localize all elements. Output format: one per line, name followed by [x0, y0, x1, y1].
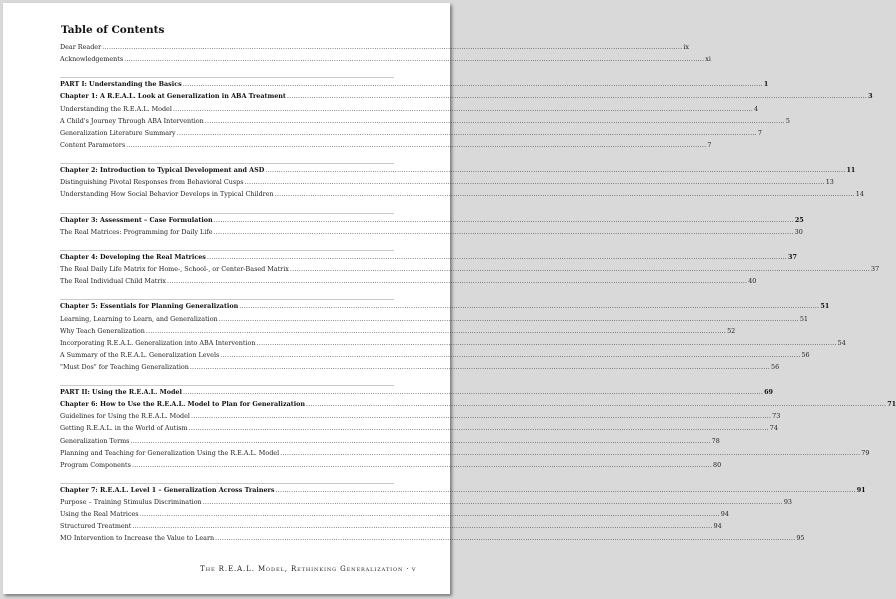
- toc-entry[interactable]: [60, 53, 711, 65]
- toc-entry[interactable]: [60, 313, 808, 325]
- toc-entry-page: xi: [705, 55, 711, 64]
- toc-entry-title: Learning, Learning to Learn, and Generalization: [60, 314, 218, 323]
- dot-leader: ....................................................................................................................................................................................................................................................................: [189, 362, 770, 371]
- toc-heading-entry[interactable]: [60, 398, 896, 410]
- toc-entry-title: MO Intervention to Increase the Value to Learn: [60, 534, 215, 543]
- dot-leader: ....................................................................................................................................................................................................................................................................: [132, 522, 713, 531]
- toc-entry-title: PART I: Understanding the Basics: [60, 80, 182, 89]
- toc-entry-page: 30: [794, 227, 803, 236]
- dot-leader: ....................................................................................................................................................................................................................................................................: [215, 534, 796, 543]
- toc-entry-title: Structured Treatment: [60, 522, 132, 531]
- toc-entry-page: 1: [763, 80, 769, 89]
- toc-entry[interactable]: [60, 115, 790, 127]
- dot-leader: ....................................................................................................................................................................................................................................................................: [275, 486, 856, 495]
- toc-entry[interactable]: [60, 41, 689, 53]
- toc-entry-title: Understanding How Social Behavior Develops in Typical Children: [60, 190, 274, 199]
- toc-entry[interactable]: [60, 349, 810, 361]
- toc-heading-entry[interactable]: [60, 90, 873, 102]
- dot-leader: ....................................................................................................................................................................................................................................................................: [202, 498, 783, 507]
- toc-entry-page: ix: [683, 43, 689, 51]
- dot-leader: ....................................................................................................................................................................................................................................................................: [176, 128, 757, 137]
- toc-entry[interactable]: [60, 139, 712, 151]
- toc-heading-entry[interactable]: [60, 250, 797, 263]
- dot-leader: ....................................................................................................................................................................................................................................................................: [188, 424, 769, 433]
- toc-entry-title: Acknowledgements: [60, 55, 124, 64]
- toc-entry-title: The Real Individual Child Matrix: [60, 277, 167, 286]
- dot-leader: ....................................................................................................................................................................................................................................................................: [190, 412, 772, 421]
- toc-entry-title: Chapter 6: How to Use the R.E.A.L. Model to Plan for Generalization: [60, 400, 306, 409]
- toc-entry[interactable]: [60, 459, 722, 471]
- toc-entry-title: Chapter 2: Introduction to Typical Development and ASD: [60, 166, 265, 175]
- toc-entry-page: 5: [785, 116, 790, 125]
- dot-leader: ....................................................................................................................................................................................................................................................................: [256, 338, 837, 347]
- toc-entry-title: Incorporating R.E.A.L. Generalization into ABA Intervention: [60, 338, 256, 347]
- toc-entry-title: The Real Matrices: Programming for Daily Life: [60, 227, 213, 236]
- toc-entry-title: Chapter 3: Assessment – Case Formulation: [60, 215, 213, 224]
- toc-entry-title: Guidelines for Using the R.E.A.L. Model: [60, 412, 190, 421]
- dot-leader: ....................................................................................................................................................................................................................................................................: [213, 215, 794, 224]
- toc-entry-title: Understanding the R.E.A.L. Model: [60, 104, 172, 113]
- toc-entry-page: 11: [846, 166, 856, 175]
- toc-entry-page: 37: [788, 252, 797, 261]
- toc-entry-title: Planning and Teaching for Generalization Using the R.E.A.L. Model: [60, 448, 280, 457]
- toc-entry-page: 80: [713, 460, 722, 469]
- dot-leader: ....................................................................................................................................................................................................................................................................: [139, 510, 720, 519]
- toc-entry-page: 79: [861, 448, 870, 457]
- toc-entry-page: 51: [799, 314, 808, 323]
- section-gap: [60, 287, 394, 299]
- document-page: [3, 3, 896, 594]
- toc-heading-entry[interactable]: [60, 299, 830, 312]
- toc-entry[interactable]: [60, 263, 880, 275]
- toc-entry-page: 94: [720, 510, 729, 519]
- dot-leader: ....................................................................................................................................................................................................................................................................: [239, 302, 820, 311]
- dot-leader: ....................................................................................................................................................................................................................................................................: [306, 400, 887, 409]
- toc-entry-title: Distinguishing Pivotal Responses from Behavioral Cusps: [60, 178, 244, 187]
- toc-entry-page: 7: [757, 128, 762, 137]
- toc-entry-page: 25: [794, 215, 804, 224]
- dot-leader: ....................................................................................................................................................................................................................................................................: [167, 277, 748, 286]
- dot-leader: ....................................................................................................................................................................................................................................................................: [213, 227, 794, 236]
- toc-entry-title: Chapter 4: Developing the Real Matrices: [60, 252, 206, 261]
- toc-heading-entry[interactable]: [60, 385, 774, 398]
- toc-entry-page: 13: [825, 178, 834, 187]
- toc-entry[interactable]: [60, 532, 805, 544]
- toc-entry-page: 56: [801, 350, 810, 359]
- dot-leader: ....................................................................................................................................................................................................................................................................: [286, 92, 868, 101]
- toc-entry-page: 73: [772, 412, 781, 421]
- dot-leader: ....................................................................................................................................................................................................................................................................: [126, 140, 707, 149]
- toc-entry-page: 51: [820, 302, 830, 311]
- toc-entry[interactable]: [60, 275, 757, 287]
- toc-entry-title: Why Teach Generalization: [60, 326, 145, 335]
- dot-leader: ....................................................................................................................................................................................................................................................................: [289, 265, 871, 274]
- page-title: Table of Contents: [61, 24, 165, 36]
- dot-leader: ....................................................................................................................................................................................................................................................................: [182, 80, 763, 89]
- toc-heading-entry[interactable]: [60, 483, 866, 496]
- dot-leader: ....................................................................................................................................................................................................................................................................: [265, 166, 846, 175]
- dot-leader: ....................................................................................................................................................................................................................................................................: [102, 43, 683, 51]
- toc-entry-title: Dear Reader: [60, 43, 102, 51]
- toc-entry[interactable]: [60, 337, 846, 349]
- toc-entry[interactable]: [60, 226, 803, 238]
- toc-entry[interactable]: [60, 435, 720, 447]
- toc-entry-title: Getting R.E.A.L. in the World of Autism: [60, 424, 188, 433]
- section-gap: [60, 471, 394, 483]
- dot-leader: ....................................................................................................................................................................................................................................................................: [145, 326, 727, 335]
- section-gap: [60, 200, 394, 212]
- toc-entry[interactable]: [60, 508, 729, 520]
- toc-entry-title: "Must Dos" for Teaching Generalization: [60, 362, 189, 371]
- section-gap: [60, 238, 394, 250]
- toc-entry-page: 78: [711, 436, 720, 445]
- toc-heading-entry[interactable]: [60, 163, 856, 176]
- toc-entry[interactable]: [60, 447, 870, 459]
- toc-entry-title: Chapter 1: A R.E.A.L. Look at Generalization in ABA Treatment: [60, 92, 286, 101]
- toc-entry-title: Generalization Terms: [60, 436, 130, 445]
- toc-entry-title: Program Components: [60, 460, 131, 469]
- section-gap: [60, 151, 394, 163]
- toc-entry-page: 14: [855, 190, 864, 199]
- toc-entry[interactable]: [60, 176, 834, 188]
- section-gap: [60, 373, 394, 385]
- toc-entry-title: A Child's Journey Through ABA Intervention: [60, 116, 204, 125]
- toc-entry-page: 37: [871, 265, 880, 274]
- toc-entry-title: Generalization Literature Summary: [60, 128, 176, 137]
- dot-leader: ....................................................................................................................................................................................................................................................................: [182, 388, 764, 397]
- footer-page-number: · v: [406, 565, 416, 573]
- footer-title: The R.E.A.L. Model, Rethinking Generalization: [200, 565, 404, 573]
- toc-entry-page: 69: [764, 388, 774, 397]
- toc-entry-page: 52: [727, 326, 736, 335]
- toc-entry-page: 94: [713, 522, 722, 531]
- dot-leader: ....................................................................................................................................................................................................................................................................: [204, 116, 785, 125]
- toc-entry[interactable]: [60, 422, 778, 434]
- toc-entry-page: 93: [783, 498, 792, 507]
- dot-leader: ....................................................................................................................................................................................................................................................................: [280, 448, 861, 457]
- toc-heading-entry[interactable]: [60, 213, 804, 226]
- dot-leader: ....................................................................................................................................................................................................................................................................: [244, 178, 825, 187]
- toc-entry-title: Chapter 7: R.E.A.L. Level 1 – Generalization Across Trainers: [60, 486, 275, 495]
- toc-entry-title: Using the Real Matrices: [60, 510, 139, 519]
- toc-entry-page: 7: [707, 140, 712, 149]
- toc-entry[interactable]: [60, 496, 792, 508]
- toc-entry-page: 91: [856, 486, 866, 495]
- table-of-contents: [60, 41, 896, 545]
- toc-entry[interactable]: [60, 410, 781, 422]
- toc-entry-title: Chapter 5: Essentials for Planning Generalization: [60, 302, 239, 311]
- section-gap: [60, 65, 394, 77]
- running-footer: [200, 565, 416, 573]
- toc-entry-title: The Real Daily Life Matrix for Home-, School-, or Center-Based Matrix: [60, 265, 289, 274]
- toc-entry[interactable]: [60, 188, 864, 200]
- toc-entry-title: Content Parameters: [60, 140, 126, 149]
- dot-leader: ....................................................................................................................................................................................................................................................................: [218, 314, 799, 323]
- toc-entry[interactable]: [60, 325, 736, 337]
- toc-entry-page: 40: [748, 277, 757, 286]
- toc-entry[interactable]: [60, 361, 780, 373]
- dot-leader: ....................................................................................................................................................................................................................................................................: [124, 55, 705, 64]
- toc-entry[interactable]: [60, 103, 759, 115]
- toc-entry-title: Purpose – Training Stimulus Discrimination: [60, 498, 202, 507]
- toc-entry-page: 56: [771, 362, 780, 371]
- dot-leader: ....................................................................................................................................................................................................................................................................: [206, 252, 788, 261]
- toc-heading-entry[interactable]: [60, 77, 769, 90]
- toc-entry-page: 4: [754, 104, 759, 113]
- dot-leader: ....................................................................................................................................................................................................................................................................: [130, 436, 711, 445]
- dot-leader: ....................................................................................................................................................................................................................................................................: [131, 460, 713, 469]
- dot-leader: ....................................................................................................................................................................................................................................................................: [172, 104, 754, 113]
- toc-entry-page: 74: [769, 424, 778, 433]
- toc-entry[interactable]: [60, 520, 722, 532]
- toc-entry-page: 54: [837, 338, 846, 347]
- toc-entry-page: 3: [868, 92, 873, 101]
- dot-leader: ....................................................................................................................................................................................................................................................................: [220, 350, 801, 359]
- toc-entry-title: PART II: Using the R.E.A.L. Model: [60, 388, 182, 397]
- toc-entry[interactable]: [60, 127, 762, 139]
- toc-entry-page: 95: [796, 534, 805, 543]
- toc-entry-page: 71: [887, 400, 896, 409]
- toc-entry-title: A Summary of the R.E.A.L. Generalization Levels: [60, 350, 220, 359]
- dot-leader: ....................................................................................................................................................................................................................................................................: [274, 190, 855, 199]
